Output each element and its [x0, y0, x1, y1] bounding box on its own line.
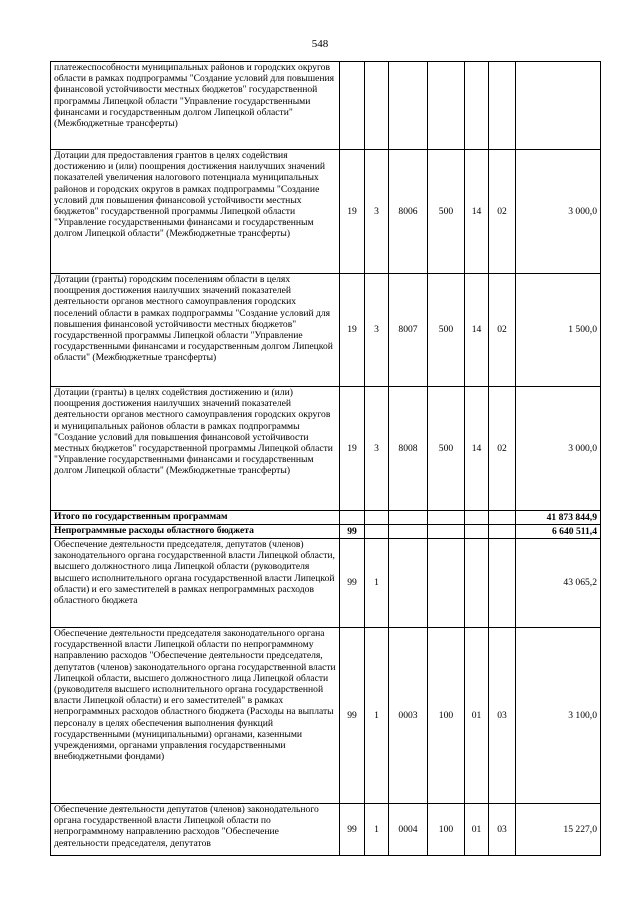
subsection-code: 02: [489, 150, 516, 274]
subsection-code: 02: [489, 387, 516, 511]
subsection-code: [489, 62, 516, 150]
row-description: Итого по государственным программам: [51, 511, 340, 525]
expense-type-code: 100: [428, 628, 465, 804]
row-description: Обеспечение деятельности председателя, депутатов (членов) законодательного органа государственной власти Липецкой области, высшего должностного лица Липецкой области (руководителя высшего исполнительного органа государственной власти Липецкой области) и его заместителей в рамках непрограммных расходов областного бюджета: [51, 539, 340, 628]
glava-code: [340, 62, 365, 150]
subsection-code: [489, 511, 516, 525]
table-row: [51, 511, 601, 525]
expense-type-code: [428, 62, 465, 150]
glava-code: 99: [340, 525, 365, 539]
program-code: 1: [365, 628, 389, 804]
section-code: 14: [465, 274, 489, 387]
amount-value: 43 065,2: [516, 539, 601, 628]
subsection-code: 03: [489, 804, 516, 856]
page-number: 548: [311, 38, 329, 50]
section-code: [465, 62, 489, 150]
glava-code: 99: [340, 628, 365, 804]
table-row: [51, 525, 601, 539]
expense-type-code: [428, 511, 465, 525]
amount-value: 15 227,0: [516, 804, 601, 856]
row-description: Дотации (гранты) в целях содействия достижению и (или) поощрения достижения наилучших значений показателей деятельности органов местного самоуправления городских округов и муниципальных районов области в рамках подпрограммы "Создание условий для повышения финансовой устойчивости местных бюджетов" государственной программы Липецкой области "Управление государственными финансами и государственным долгом Липецкой области" (Межбюджетные трансферты): [51, 387, 340, 511]
expense-code: [389, 539, 428, 628]
section-code: [465, 511, 489, 525]
section-code: 01: [465, 628, 489, 804]
amount-value: 1 500,0: [516, 274, 601, 387]
expense-code: 8008: [389, 387, 428, 511]
budget-table: [50, 61, 601, 856]
expense-type-code: [428, 525, 465, 539]
amount-value: 3 100,0: [516, 628, 601, 804]
expense-code: 8006: [389, 150, 428, 274]
amount-value: 6 640 511,4: [516, 525, 601, 539]
expense-type-code: 500: [428, 274, 465, 387]
program-code: [365, 525, 389, 539]
subsection-code: 03: [489, 628, 516, 804]
glava-code: 99: [340, 804, 365, 856]
amount-value: 3 000,0: [516, 150, 601, 274]
glava-code: 19: [340, 387, 365, 511]
program-code: [365, 511, 389, 525]
glava-code: 19: [340, 274, 365, 387]
expense-type-code: [428, 539, 465, 628]
expense-code: 8007: [389, 274, 428, 387]
table-row: [51, 62, 601, 150]
subsection-code: [489, 539, 516, 628]
program-code: 3: [365, 274, 389, 387]
expense-code: [389, 62, 428, 150]
row-description: Непрограммные расходы областного бюджета: [51, 525, 340, 539]
program-code: [365, 62, 389, 150]
glava-code: 99: [340, 539, 365, 628]
amount-value: 3 000,0: [516, 387, 601, 511]
section-code: 01: [465, 804, 489, 856]
section-code: [465, 539, 489, 628]
table-row: [51, 804, 601, 856]
glava-code: [340, 511, 365, 525]
expense-code: 0004: [389, 804, 428, 856]
table-row: [51, 387, 601, 511]
expense-type-code: 500: [428, 387, 465, 511]
section-code: 14: [465, 150, 489, 274]
row-description: Дотации (гранты) городским поселениям области в целях поощрения достижения наилучших значений показателей деятельности органов местного самоуправления городских поселений области в рамках подпрограммы "Создание условий для повышения финансовой устойчивости местных бюджетов" государственной программы Липецкой области "Управление государственными финансами и государственным долгом Липецкой области" (Межбюджетные трансферты): [51, 274, 340, 387]
table-row: [51, 539, 601, 628]
section-code: 14: [465, 387, 489, 511]
glava-code: 19: [340, 150, 365, 274]
row-description: Обеспечение деятельности депутатов (членов) законодательного органа государственной власти Липецкой области по непрограммному направлению расходов "Обеспечение деятельности председателя, депутатов: [51, 804, 340, 856]
expense-type-code: 500: [428, 150, 465, 274]
budget-table-body: [51, 62, 601, 856]
amount-value: 41 873 844,9: [516, 511, 601, 525]
row-description: платежеспособности муниципальных районов и городских округов области в рамках подпрограммы "Создание условий для повышения финансовой устойчивости местных бюджетов" государственной программы Липецкой области "Управление государственными финансами и государственным долгом Липецкой области" (Межбюджетные трансферты): [51, 62, 340, 150]
program-code: 1: [365, 539, 389, 628]
row-description: Дотации для предоставления грантов в целях содействия достижению и (или) поощрения достижения наилучших значений показателей увеличения налогового потенциала муниципальных районов и городских округов в рамках подпрограммы "Создание условий для повышения финансовой устойчивости местных бюджетов" государственной программы Липецкой области "Управление государственными финансами и государственным долгом Липецкой области" (Межбюджетные трансферты): [51, 150, 340, 274]
subsection-code: 02: [489, 274, 516, 387]
program-code: 3: [365, 150, 389, 274]
table-row: [51, 628, 601, 804]
program-code: 1: [365, 804, 389, 856]
table-row: [51, 274, 601, 387]
row-description: Обеспечение деятельности председателя законодательного органа государственной власти Липецкой области по непрограммному направлению расходов "Обеспечение деятельности председателя, депутатов (членов) законодательного органа государственной власти Липецкой области, высшего должностного лица Липецкой области (руководителя высшего исполнительного органа государственной власти Липецкой области) и его заместителей" в рамках непрограммных расходов областного бюджета (Расходы на выплаты персоналу в целях обеспечения выполнения функций государственными (муниципальными) органами, казенными учреждениями, органами управления государственными внебюджетными фондами): [51, 628, 340, 804]
program-code: 3: [365, 387, 389, 511]
expense-code: [389, 511, 428, 525]
section-code: [465, 525, 489, 539]
amount-value: [516, 62, 601, 150]
table-row: [51, 150, 601, 274]
subsection-code: [489, 525, 516, 539]
expense-code: 0003: [389, 628, 428, 804]
expense-type-code: 100: [428, 804, 465, 856]
expense-code: [389, 525, 428, 539]
